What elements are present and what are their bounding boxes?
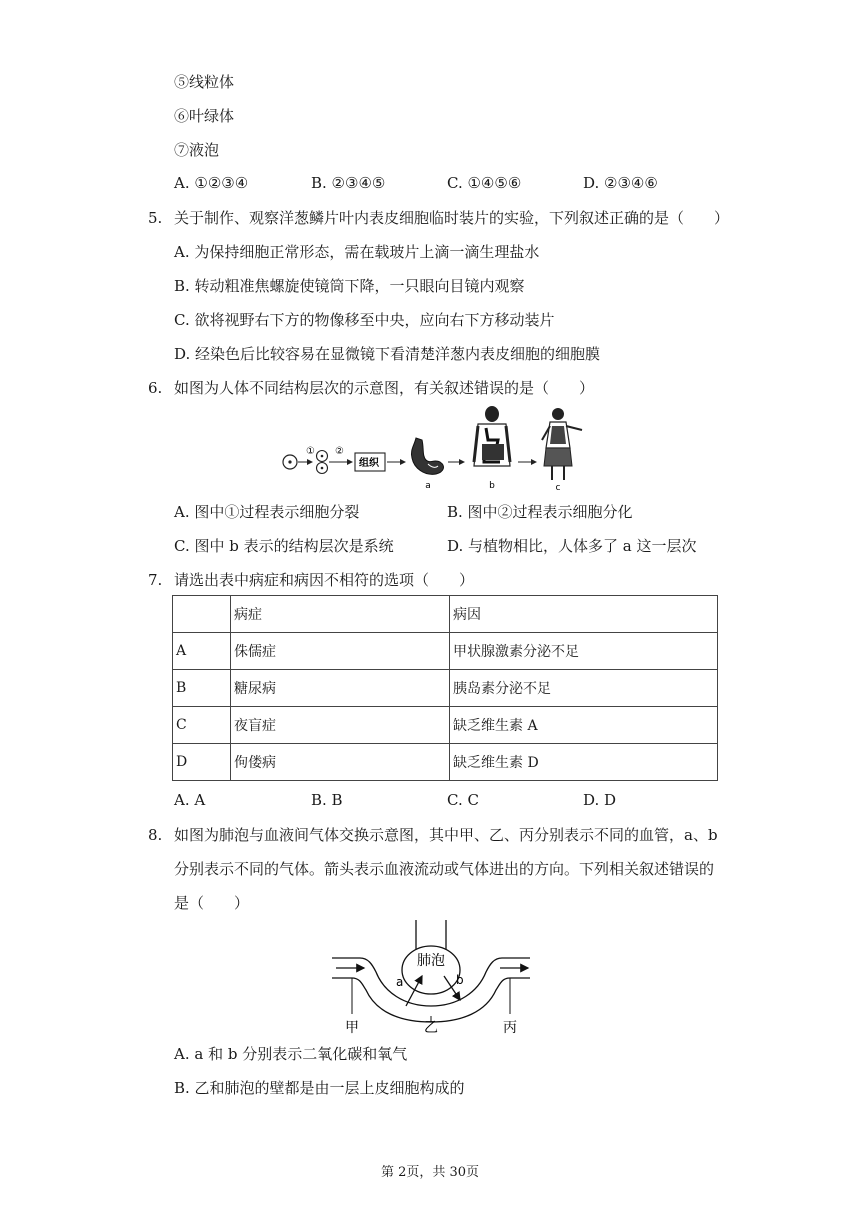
question-number: 5. — [148, 209, 163, 227]
list-item: ⑥叶绿体 — [174, 107, 235, 125]
q4-option-d: D. ②③④⑥ — [583, 174, 658, 192]
gas-a-label: a — [396, 975, 404, 989]
q7-option-a: A. A — [174, 791, 206, 809]
table-cell: 甲状腺激素分泌不足 — [450, 633, 718, 670]
human-body-icon — [542, 408, 582, 480]
question-number: 7. — [148, 571, 163, 589]
q6-option-d: D. 与植物相比，人体多了 a 这一层次 — [447, 537, 697, 555]
question-stem-line: 分别表示不同的气体。箭头表示血液流动或气体进出的方向。下列相关叙述错误的 — [174, 860, 715, 878]
table-header-cell: 病因 — [450, 596, 718, 633]
table-row — [173, 670, 718, 707]
table-cell: 糖尿病 — [231, 670, 450, 707]
q5-option-b: B. 转动粗准焦螺旋使镜筒下降，一只眼向目镜内观察 — [174, 277, 525, 295]
label-a: a — [425, 481, 431, 491]
q7-option-c: C. C — [447, 791, 479, 809]
table-row — [173, 707, 718, 744]
vessel-label-yi: 乙 — [424, 1020, 438, 1036]
digestive-system-icon — [474, 406, 510, 466]
stomach-icon — [411, 438, 443, 474]
q5-option-d: D. 经染色后比较容易在显微镜下看清楚洋葱内表皮细胞的细胞膜 — [174, 345, 601, 363]
vessel-label-bing: 丙 — [503, 1020, 517, 1036]
alveolus-gas-exchange-figure — [332, 918, 532, 1036]
table-cell: 胰岛素分泌不足 — [450, 670, 718, 707]
question-stem-line: 如图为肺泡与血液间气体交换示意图，其中甲、乙、丙分别表示不同的血管，a、b — [174, 826, 718, 844]
body-structure-levels-figure — [278, 404, 590, 496]
q5-option-c: C. 欲将视野右下方的物像移至中央，应向右下方移动装片 — [174, 311, 555, 329]
gas-b-label: b — [456, 973, 464, 987]
q8-option-a: A. a 和 b 分别表示二氧化碳和氧气 — [174, 1045, 408, 1063]
table-cell: C — [173, 707, 231, 744]
q6-option-a: A. 图中①过程表示细胞分裂 — [174, 503, 360, 521]
q6-option-c: C. 图中 b 表示的结构层次是系统 — [174, 537, 394, 555]
disease-cause-table — [172, 595, 718, 781]
question-stem-line: 是（ ） — [174, 894, 250, 912]
alveolus-label: 肺泡 — [417, 953, 445, 969]
table-cell: 佝偻病 — [231, 744, 450, 781]
cell-icon — [283, 455, 297, 469]
q4-option-a: A. ①②③④ — [174, 174, 249, 192]
q4-option-b: B. ②③④⑤ — [311, 174, 386, 192]
q5-option-a: A. 为保持细胞正常形态，需在载玻片上滴一滴生理盐水 — [174, 243, 540, 261]
table-cell: 夜盲症 — [231, 707, 450, 744]
table-cell: D — [173, 744, 231, 781]
question-number: 6. — [148, 379, 163, 397]
table-cell: B — [173, 670, 231, 707]
q7-option-d: D. D — [583, 791, 617, 809]
q8-option-b: B. 乙和肺泡的壁都是由一层上皮细胞构成的 — [174, 1079, 465, 1097]
page-footer: 第 2页，共 30页 — [380, 1165, 480, 1180]
q4-option-c: C. ①④⑤⑥ — [447, 174, 522, 192]
question-stem: 关于制作、观察洋葱鳞片叶内表皮细胞临时装片的实验，下列叙述正确的是（ ） — [174, 209, 730, 227]
question-stem: 请选出表中病症和病因不相符的选项（ ） — [174, 571, 475, 589]
table-cell: 侏儒症 — [231, 633, 450, 670]
list-item: ⑦液泡 — [174, 141, 220, 159]
label-c: c — [555, 483, 561, 493]
table-row — [173, 633, 718, 670]
q6-option-b: B. 图中②过程表示细胞分化 — [447, 503, 633, 521]
table-cell: 缺乏维生素 A — [450, 707, 718, 744]
table-row — [173, 744, 718, 781]
tissue-label: 组织 — [359, 458, 379, 469]
vessel-label-jia: 甲 — [345, 1020, 359, 1036]
table-header-row — [173, 596, 718, 633]
table-header-cell: 病症 — [231, 596, 450, 633]
table-cell: 缺乏维生素 D — [450, 744, 718, 781]
list-item: ⑤线粒体 — [174, 73, 235, 91]
table-header-cell — [173, 596, 231, 633]
step-2-label: ② — [335, 446, 344, 457]
question-stem: 如图为人体不同结构层次的示意图，有关叙述错误的是（ ） — [174, 379, 595, 397]
q7-option-b: B. B — [311, 791, 343, 809]
table-cell: A — [173, 633, 231, 670]
step-1-label: ① — [306, 446, 315, 457]
label-b: b — [489, 481, 495, 491]
question-number: 8. — [148, 826, 163, 844]
dividing-cells-icon — [317, 451, 328, 474]
